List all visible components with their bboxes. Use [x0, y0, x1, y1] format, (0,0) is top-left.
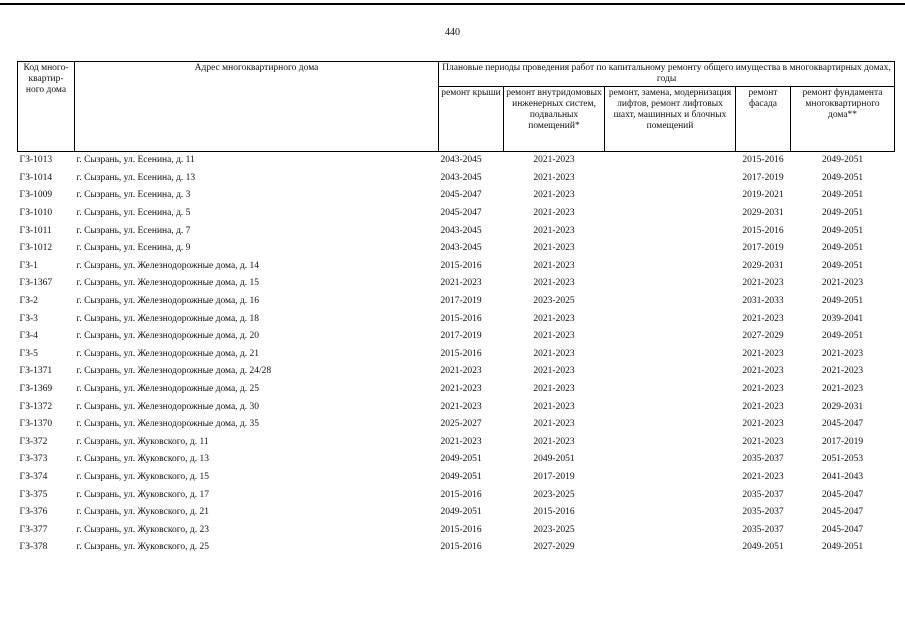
cell-elevators: [605, 258, 736, 276]
cell-foundation: 2029-2031: [821, 401, 864, 412]
cell-elevators: [605, 539, 736, 557]
cell-roof: 2021-2023: [440, 384, 482, 395]
cell-address: г. Сызрань, ул. Жуковского, д. 21: [76, 507, 209, 518]
cell-foundation: 2045-2047: [821, 524, 864, 535]
cell-facade: 2021-2023: [742, 278, 784, 289]
cell-address: г. Сызрань, ул. Железнодорожные дома, д. 24/28: [76, 366, 272, 377]
header-roof: ремонт крыши: [439, 87, 504, 152]
cell-code: ГЗ-1011: [19, 225, 52, 236]
cell-foundation: 2045-2047: [821, 489, 864, 500]
cell-engineering: 2021-2023: [533, 208, 575, 219]
cell-elevators: [605, 521, 736, 539]
cell-elevators: [605, 293, 736, 311]
cell-engineering: 2021-2023: [533, 225, 575, 236]
cell-elevators: [605, 328, 736, 346]
cell-foundation: 2049-2051: [821, 155, 864, 166]
cell-foundation: 2021-2023: [821, 348, 864, 359]
table-row: [18, 170, 895, 188]
cell-foundation: 2021-2023: [821, 278, 864, 289]
cell-address: г. Сызрань, ул. Жуковского, д. 13: [76, 454, 209, 465]
cell-facade: 2035-2037: [742, 524, 784, 535]
cell-foundation: 2049-2051: [821, 243, 864, 254]
cell-roof: 2021-2023: [440, 366, 482, 377]
cell-engineering: 2017-2019: [533, 471, 575, 482]
cell-roof: 2043-2045: [440, 225, 482, 236]
cell-facade: 2017-2019: [742, 172, 784, 183]
cell-elevators: [605, 398, 736, 416]
cell-code: ГЗ-378: [19, 542, 48, 553]
cell-address: г. Сызрань, ул. Есенина, д. 3: [76, 190, 191, 201]
cell-roof: 2015-2016: [440, 542, 482, 553]
cell-facade: 2017-2019: [742, 243, 784, 254]
cell-facade: 2021-2023: [742, 436, 784, 447]
table-body: [18, 152, 895, 557]
cell-facade: 2021-2023: [742, 384, 784, 395]
table-row: [18, 275, 895, 293]
cell-foundation: 2049-2051: [821, 208, 864, 219]
cell-facade: 2027-2029: [742, 331, 784, 342]
cell-facade: 2035-2037: [742, 507, 784, 518]
cell-address: г. Сызрань, ул. Железнодорожные дома, д. 35: [76, 419, 260, 430]
cell-engineering: 2021-2023: [533, 419, 575, 430]
cell-code: ГЗ-1: [19, 260, 38, 271]
cell-elevators: [605, 451, 736, 469]
cell-foundation: 2049-2051: [821, 296, 864, 307]
table-row: [18, 328, 895, 346]
table-row: [18, 416, 895, 434]
cell-engineering: 2023-2025: [533, 524, 575, 535]
cell-roof: 2049-2051: [440, 471, 482, 482]
cell-facade: 2021-2023: [742, 419, 784, 430]
cell-address: г. Сызрань, ул. Жуковского, д. 15: [76, 471, 209, 482]
cell-address: г. Сызрань, ул. Железнодорожные дома, д. 14: [76, 260, 260, 271]
cell-roof: 2015-2016: [440, 348, 482, 359]
cell-elevators: [605, 434, 736, 452]
header-address: Адрес многоквартирного дома: [75, 62, 439, 152]
cell-elevators: [605, 346, 736, 364]
cell-code: ГЗ-1013: [19, 155, 53, 166]
cell-facade: 2019-2021: [742, 190, 784, 201]
table-row: [18, 363, 895, 381]
cell-address: г. Сызрань, ул. Жуковского, д. 17: [76, 489, 209, 500]
cell-roof: 2049-2051: [440, 507, 482, 518]
cell-foundation: 2051-2053: [821, 454, 864, 465]
cell-engineering: 2021-2023: [533, 348, 575, 359]
cell-foundation: 2017-2019: [821, 436, 864, 447]
table-row: [18, 451, 895, 469]
cell-elevators: [605, 416, 736, 434]
cell-foundation: 2021-2023: [821, 384, 864, 395]
cell-code: ГЗ-373: [19, 454, 48, 465]
cell-code: ГЗ-372: [19, 436, 48, 447]
cell-engineering: 2021-2023: [533, 401, 575, 412]
cell-engineering: 2021-2023: [533, 155, 575, 166]
cell-address: г. Сызрань, ул. Железнодорожные дома, д. 16: [76, 296, 260, 307]
cell-address: г. Сызрань, ул. Жуковского, д. 25: [76, 542, 209, 553]
header-elevators: ремонт, замена, модернизация лифтов, ремонт лифтовых шахт, машинных и блочных помещений: [605, 87, 736, 152]
table-row: [18, 187, 895, 205]
cell-code: ГЗ-1010: [19, 208, 53, 219]
cell-foundation: 2049-2051: [821, 190, 864, 201]
cell-roof: 2015-2016: [440, 489, 482, 500]
cell-foundation: 2041-2043: [821, 471, 864, 482]
cell-engineering: 2021-2023: [533, 172, 575, 183]
cell-facade: 2049-2051: [742, 542, 784, 553]
top-rule: [0, 3, 905, 5]
table-row: [18, 258, 895, 276]
table-row: [18, 469, 895, 487]
cell-elevators: [605, 381, 736, 399]
cell-engineering: 2021-2023: [533, 436, 575, 447]
cell-foundation: 2021-2023: [821, 366, 864, 377]
cell-elevators: [605, 486, 736, 504]
cell-elevators: [605, 187, 736, 205]
table-row: [18, 310, 895, 328]
cell-roof: 2017-2019: [440, 331, 482, 342]
cell-facade: 2021-2023: [742, 401, 784, 412]
cell-foundation: 2049-2051: [821, 542, 864, 553]
cell-engineering: 2021-2023: [533, 313, 575, 324]
cell-address: г. Сызрань, ул. Железнодорожные дома, д. 15: [76, 278, 260, 289]
cell-roof: 2045-2047: [440, 208, 482, 219]
cell-code: ГЗ-5: [19, 348, 38, 359]
cell-code: ГЗ-4: [19, 331, 38, 342]
cell-engineering: 2027-2029: [533, 542, 575, 553]
cell-elevators: [605, 310, 736, 328]
cell-roof: 2021-2023: [440, 278, 482, 289]
table-row: [18, 486, 895, 504]
cell-facade: 2021-2023: [742, 313, 784, 324]
table-row: [18, 240, 895, 258]
cell-code: ГЗ-3: [19, 313, 38, 324]
table-row: [18, 293, 895, 311]
page-number: 440: [445, 27, 460, 38]
cell-elevators: [605, 240, 736, 258]
cell-facade: 2035-2037: [742, 454, 784, 465]
cell-code: ГЗ-1371: [19, 366, 53, 377]
cell-facade: 2021-2023: [742, 471, 784, 482]
cell-code: ГЗ-374: [19, 471, 48, 482]
cell-code: ГЗ-2: [19, 296, 38, 307]
cell-foundation: 2039-2041: [821, 313, 864, 324]
table-row: [18, 434, 895, 452]
cell-engineering: 2049-2051: [533, 454, 575, 465]
cell-roof: 2015-2016: [440, 524, 482, 535]
header-periods-group: Плановые периоды проведения работ по капитальному ремонту общего имущества в многоквартирных домах, годы: [439, 62, 895, 87]
cell-facade: 2031-2033: [742, 296, 784, 307]
header-facade: ремонт фасада: [736, 87, 791, 152]
cell-elevators: [605, 363, 736, 381]
cell-engineering: 2021-2023: [533, 384, 575, 395]
cell-code: ГЗ-1367: [19, 278, 53, 289]
cell-engineering: 2021-2023: [533, 366, 575, 377]
header-engineering: ремонт внутридомовых инженерных систем, подвальных помещений*: [504, 87, 605, 152]
table-row: [18, 205, 895, 223]
cell-code: ГЗ-1372: [19, 401, 53, 412]
cell-facade: 2029-2031: [742, 208, 784, 219]
cell-code: ГЗ-1014: [19, 172, 53, 183]
cell-code: ГЗ-377: [19, 524, 48, 535]
table-row: [18, 504, 895, 522]
cell-elevators: [605, 152, 736, 170]
cell-roof: 2043-2045: [440, 243, 482, 254]
cell-elevators: [605, 275, 736, 293]
header-code: Код много-квартир-ного дома: [18, 62, 75, 152]
cell-foundation: 2049-2051: [821, 331, 864, 342]
cell-address: г. Сызрань, ул. Железнодорожные дома, д. 30: [76, 401, 260, 412]
cell-engineering: 2021-2023: [533, 278, 575, 289]
table-row: [18, 222, 895, 240]
cell-facade: 2021-2023: [742, 366, 784, 377]
table-row: [18, 152, 895, 170]
cell-engineering: 2023-2025: [533, 296, 575, 307]
cell-elevators: [605, 504, 736, 522]
table-row: [18, 346, 895, 364]
cell-address: г. Сызрань, ул. Железнодорожные дома, д. 20: [76, 331, 260, 342]
table-row: [18, 521, 895, 539]
cell-roof: 2017-2019: [440, 296, 482, 307]
cell-roof: 2021-2023: [440, 436, 482, 447]
cell-roof: 2021-2023: [440, 401, 482, 412]
cell-engineering: 2021-2023: [533, 331, 575, 342]
cell-code: ГЗ-1009: [19, 190, 53, 201]
cell-address: г. Сызрань, ул. Железнодорожные дома, д. 18: [76, 313, 260, 324]
cell-facade: 2021-2023: [742, 348, 784, 359]
cell-facade: 2015-2016: [742, 155, 784, 166]
cell-elevators: [605, 205, 736, 223]
cell-foundation: 2049-2051: [821, 225, 864, 236]
cell-engineering: 2015-2016: [533, 507, 575, 518]
cell-address: г. Сызрань, ул. Жуковского, д. 11: [76, 436, 209, 447]
cell-roof: 2015-2016: [440, 260, 482, 271]
cell-address: г. Сызрань, ул. Жуковского, д. 23: [76, 524, 209, 535]
cell-code: ГЗ-1012: [19, 243, 53, 254]
cell-elevators: [605, 469, 736, 487]
cell-address: г. Сызрань, ул. Есенина, д. 13: [76, 172, 196, 183]
cell-address: г. Сызрань, ул. Железнодорожные дома, д. 25: [76, 384, 260, 395]
cell-engineering: 2021-2023: [533, 260, 575, 271]
cell-code: ГЗ-376: [19, 507, 48, 518]
cell-engineering: 2021-2023: [533, 243, 575, 254]
cell-roof: 2043-2045: [440, 155, 482, 166]
cell-foundation: 2049-2051: [821, 172, 864, 183]
cell-address: г. Сызрань, ул. Есенина, д. 11: [76, 155, 195, 166]
cell-facade: 2015-2016: [742, 225, 784, 236]
cell-foundation: 2045-2047: [821, 507, 864, 518]
cell-roof: 2049-2051: [440, 454, 482, 465]
cell-facade: 2029-2031: [742, 260, 784, 271]
repair-schedule-table: [17, 61, 895, 557]
table-row: [18, 539, 895, 557]
cell-address: г. Сызрань, ул. Железнодорожные дома, д. 21: [76, 348, 260, 359]
cell-roof: 2015-2016: [440, 313, 482, 324]
cell-foundation: 2049-2051: [821, 260, 864, 271]
header-foundation: ремонт фундамента многоквартирного дома**: [791, 87, 895, 152]
cell-elevators: [605, 170, 736, 188]
cell-address: г. Сызрань, ул. Есенина, д. 7: [76, 225, 191, 236]
cell-code: ГЗ-375: [19, 489, 48, 500]
cell-foundation: 2045-2047: [821, 419, 864, 430]
header-row-1: [18, 62, 895, 87]
table-row: [18, 398, 895, 416]
cell-engineering: 2023-2025: [533, 489, 575, 500]
cell-address: г. Сызрань, ул. Есенина, д. 5: [76, 208, 191, 219]
table-row: [18, 381, 895, 399]
cell-facade: 2035-2037: [742, 489, 784, 500]
cell-engineering: 2021-2023: [533, 190, 575, 201]
cell-elevators: [605, 222, 736, 240]
cell-code: ГЗ-1369: [19, 384, 53, 395]
cell-roof: 2045-2047: [440, 190, 482, 201]
cell-code: ГЗ-1370: [19, 419, 53, 430]
cell-address: г. Сызрань, ул. Есенина, д. 9: [76, 243, 191, 254]
cell-roof: 2043-2045: [440, 172, 482, 183]
cell-roof: 2025-2027: [440, 419, 482, 430]
